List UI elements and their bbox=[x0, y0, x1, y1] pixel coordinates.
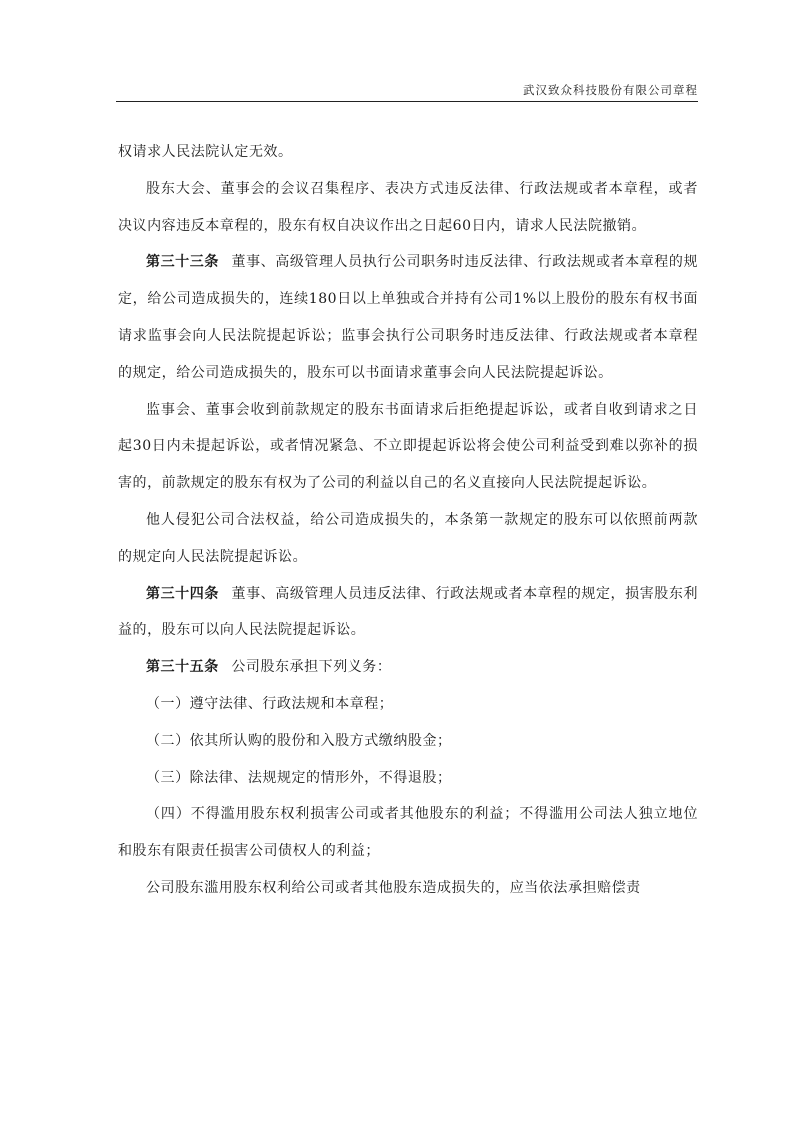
list-item bbox=[118, 686, 698, 723]
paragraph bbox=[118, 502, 698, 576]
paragraph-text: 董事、高级管理人员执行公司职务时违反法律、行政法规或者本章程的规定，给公司造成损失的，连续180日以上单独或合并持有公司1%以上股份的股东有权书面请求监事会向人民法院提起诉讼；监事会执行公司职务时违反法律、行政法规或者本章程的规定，给公司造成损失的，股东可以书面请求董事会向人民法院提起诉讼。 bbox=[118, 254, 698, 381]
paragraph-text: 公司股东滥用股东权利给公司或者其他股东造成损失的，应当依法承担赔偿责 bbox=[146, 879, 641, 896]
article-paragraph bbox=[118, 576, 698, 650]
article-heading: 第三十五条 bbox=[146, 659, 219, 676]
paragraph-text: 董事、高级管理人员违反法律、行政法规或者本章程的规定，损害股东利益的，股东可以向人民法院提起诉讼。 bbox=[118, 585, 698, 639]
paragraph bbox=[118, 134, 698, 171]
paragraph-text: 权请求人民法院认定无效。 bbox=[118, 144, 293, 160]
article-paragraph bbox=[118, 649, 698, 686]
paragraph-text: 他人侵犯公司合法权益，给公司造成损失的，本条第一款规定的股东可以依照前两款的规定向人民法院提起诉讼。 bbox=[118, 511, 698, 565]
paragraph-text: （四）不得滥用股东权利损害公司或者其他股东的利益；不得滥用公司法人独立地位和股东有限责任损害公司债权人的利益； bbox=[118, 806, 698, 860]
paragraph-text: 股东大会、董事会的会议召集程序、表决方式违反法律、行政法规或者本章程，或者决议内容违反本章程的，股东有权自决议作出之日起60日内，请求人民法院撤销。 bbox=[118, 180, 698, 234]
article-heading: 第三十三条 bbox=[146, 254, 219, 271]
paragraph-text: （二）依其所认购的股份和入股方式缴纳股金； bbox=[146, 732, 452, 749]
paragraph-text: （一）遵守法律、行政法规和本章程； bbox=[146, 695, 394, 712]
paragraph-text: （三）除法律、法规规定的情形外，不得退股； bbox=[146, 769, 452, 786]
header-divider bbox=[116, 101, 698, 102]
list-item bbox=[118, 723, 698, 760]
paragraph-text: 监事会、董事会收到前款规定的股东书面请求后拒绝提起诉讼，或者自收到请求之日起30日内未提起诉讼，或者情况紧急、不立即提起诉讼将会使公司利益受到难以弥补的损害的，前款规定的股东有权为了公司的利益以自己的名义直接向人民法院提起诉讼。 bbox=[118, 401, 698, 492]
document-body bbox=[118, 134, 698, 907]
paragraph bbox=[118, 392, 698, 502]
paragraph bbox=[118, 870, 698, 907]
list-item bbox=[118, 796, 698, 870]
paragraph bbox=[118, 171, 698, 245]
article-heading: 第三十四条 bbox=[146, 585, 219, 602]
document-header: 武汉致众科技股份有限公司章程 bbox=[523, 83, 698, 97]
paragraph-text: 公司股东承担下列义务： bbox=[231, 659, 392, 676]
list-item bbox=[118, 760, 698, 797]
article-paragraph bbox=[118, 244, 698, 391]
